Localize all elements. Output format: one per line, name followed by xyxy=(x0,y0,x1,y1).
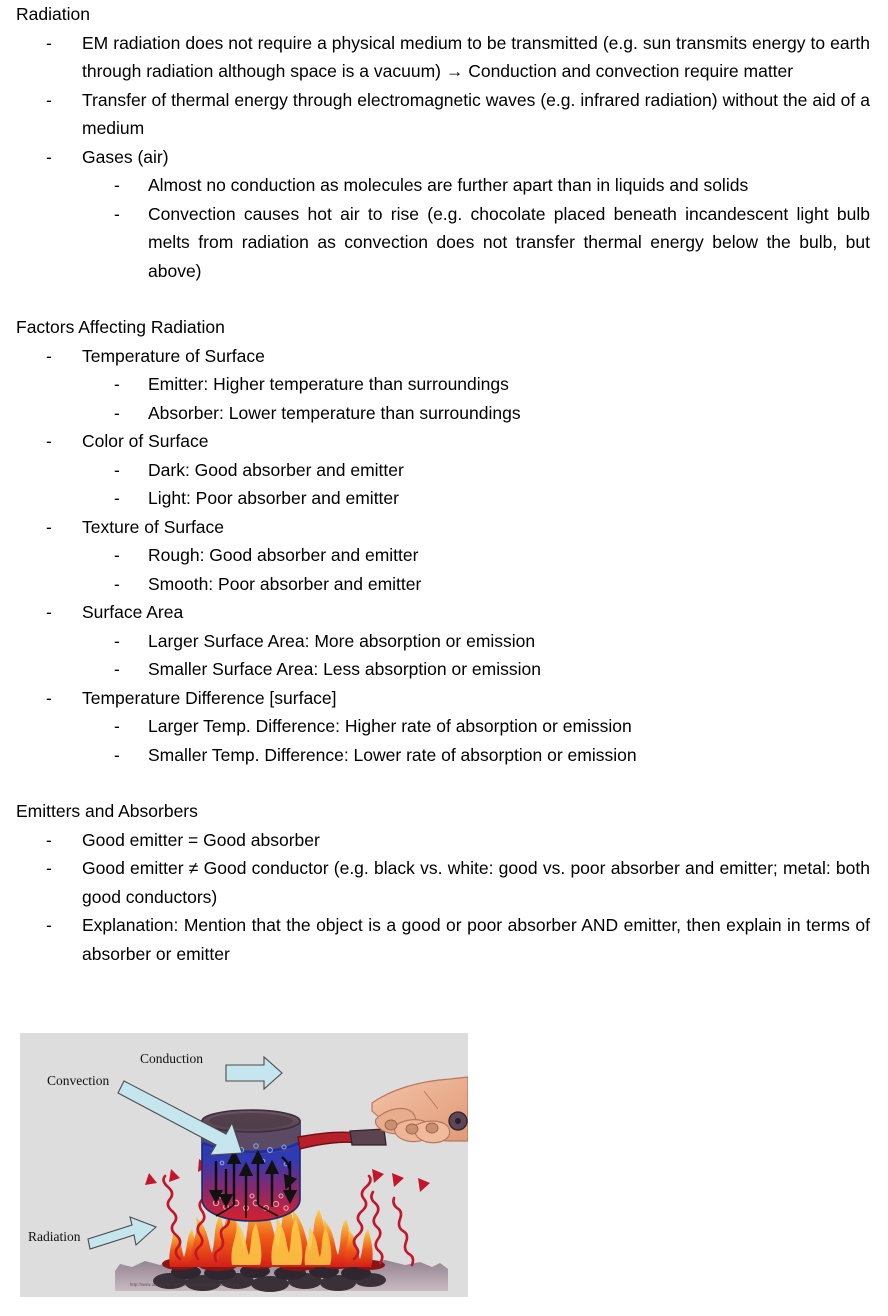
section-emitters-absorbers xyxy=(0,797,888,968)
bullet-marker: - xyxy=(46,431,52,451)
bullet-item xyxy=(46,826,870,855)
bullet-text: Transfer of thermal energy through electromagnetic waves (e.g. infrared radiation) without the aid of a medium xyxy=(82,89,870,138)
bullet-item xyxy=(46,911,870,968)
bullet-marker: - xyxy=(46,858,52,878)
bullet-marker: - xyxy=(46,516,52,537)
bullet-item xyxy=(46,684,870,713)
section-radiation xyxy=(0,0,888,285)
bullet-item xyxy=(46,86,870,143)
bullet-item xyxy=(114,456,870,485)
bullet-text: Temperature of Surface xyxy=(82,345,265,366)
bullet-item xyxy=(114,570,870,599)
bullet-marker: - xyxy=(114,203,120,224)
bullet-marker: - xyxy=(114,630,120,651)
bullet-item xyxy=(114,741,870,770)
bullet-item xyxy=(46,143,870,172)
bullet-item xyxy=(114,370,870,399)
bullet-text: Color of Surface xyxy=(82,431,209,451)
bullet-text: Dark: Good absorber and emitter xyxy=(148,459,404,480)
bullet-text: Gases (air) xyxy=(82,146,169,167)
bullet-marker: - xyxy=(114,716,120,736)
bullet-marker: - xyxy=(46,687,52,708)
bullet-marker: - xyxy=(114,402,120,423)
section-spacer xyxy=(0,769,888,797)
bullet-text: Texture of Surface xyxy=(82,516,225,537)
bullet-text: Convection causes hot air to rise (e.g. chocolate placed beneath incandescent light bulb melts from radiation as convection does not transfer thermal energy below the bulb, but above) xyxy=(148,203,870,281)
bullet-marker: - xyxy=(114,488,120,508)
section-heading: Emitters and Absorbers xyxy=(16,801,198,821)
figure-canvas xyxy=(20,1033,468,1297)
bullet-marker: - xyxy=(46,602,52,622)
section-heading: Factors Affecting Radiation xyxy=(16,317,225,337)
bullet-text: Surface Area xyxy=(82,602,184,622)
bullet-marker: - xyxy=(114,545,120,565)
bullet-text: Smooth: Poor absorber and emitter xyxy=(148,573,422,594)
bullet-item xyxy=(114,627,870,656)
bullet-marker: - xyxy=(114,459,120,480)
figure-heat-transfer xyxy=(20,1033,468,1297)
bullet-item xyxy=(114,541,870,570)
bullet-marker: - xyxy=(46,32,52,53)
bullet-item xyxy=(46,342,870,371)
bullet-marker: - xyxy=(46,146,52,167)
bullet-item xyxy=(46,598,870,627)
bullet-text: Absorber: Lower temperature than surroundings xyxy=(148,402,521,423)
bullet-item xyxy=(46,513,870,542)
section-heading: Radiation xyxy=(16,4,90,24)
bullet-text: Smaller Temp. Difference: Lower rate of absorption or emission xyxy=(148,744,637,765)
bullet-item xyxy=(114,484,870,513)
bullet-text: Emitter: Higher temperature than surroundings xyxy=(148,374,509,394)
bullet-marker: - xyxy=(114,659,120,679)
bullet-text: Rough: Good absorber and emitter xyxy=(148,545,419,565)
bullet-marker: - xyxy=(114,175,120,195)
bullet-text: Light: Poor absorber and emitter xyxy=(148,488,399,508)
section-factors xyxy=(0,313,888,769)
bullet-text: Smaller Surface Area: Less absorption or emission xyxy=(148,659,541,679)
bullet-item xyxy=(46,427,870,456)
bullet-item xyxy=(46,29,870,86)
section-spacer xyxy=(0,285,888,313)
figure-label-radiation: Radiation xyxy=(28,1229,81,1244)
bullet-text: Explanation: Mention that the object is a good or poor absorber AND emitter, then explain in terms of absorber or emitter xyxy=(82,915,870,964)
bullet-item xyxy=(114,399,870,428)
bullet-text: Almost no conduction as molecules are further apart than in liquids and solids xyxy=(148,175,749,195)
bullet-text: Good emitter = Good absorber xyxy=(82,829,320,850)
bullet-marker: - xyxy=(46,829,52,850)
bullet-marker: - xyxy=(114,374,120,394)
bullet-text: EM radiation does not require a physical medium to be transmitted (e.g. sun transmits energy to earth through radiation although space is a vacuum) → Conduction and convection require matter xyxy=(82,32,870,81)
bullet-marker: - xyxy=(46,345,52,366)
bullet-marker: - xyxy=(114,573,120,594)
bullet-marker: - xyxy=(46,915,52,935)
bullet-item xyxy=(114,712,870,741)
figure-source-caption: http://www.uwsp.edu/~sdepistaos101/w&5/heattrans.jpg xyxy=(130,1282,239,1287)
bullet-text: Larger Surface Area: More absorption or emission xyxy=(148,630,536,651)
bullet-item xyxy=(114,655,870,684)
bullet-text: Temperature Difference [surface] xyxy=(82,687,337,708)
bullet-marker: - xyxy=(114,744,120,765)
bullet-item xyxy=(114,200,870,286)
bullet-item xyxy=(114,171,870,200)
figure-label-conduction: Conduction xyxy=(140,1051,203,1066)
bullet-marker: - xyxy=(46,89,52,110)
bullet-text: Larger Temp. Difference: Higher rate of absorption or emission xyxy=(148,716,632,736)
figure-label-convection: Convection xyxy=(47,1073,110,1088)
bullet-text: Good emitter ≠ Good conductor (e.g. black vs. white: good vs. poor absorber and emitter; metal: both good conductors) xyxy=(82,858,870,907)
bullet-item xyxy=(46,854,870,911)
